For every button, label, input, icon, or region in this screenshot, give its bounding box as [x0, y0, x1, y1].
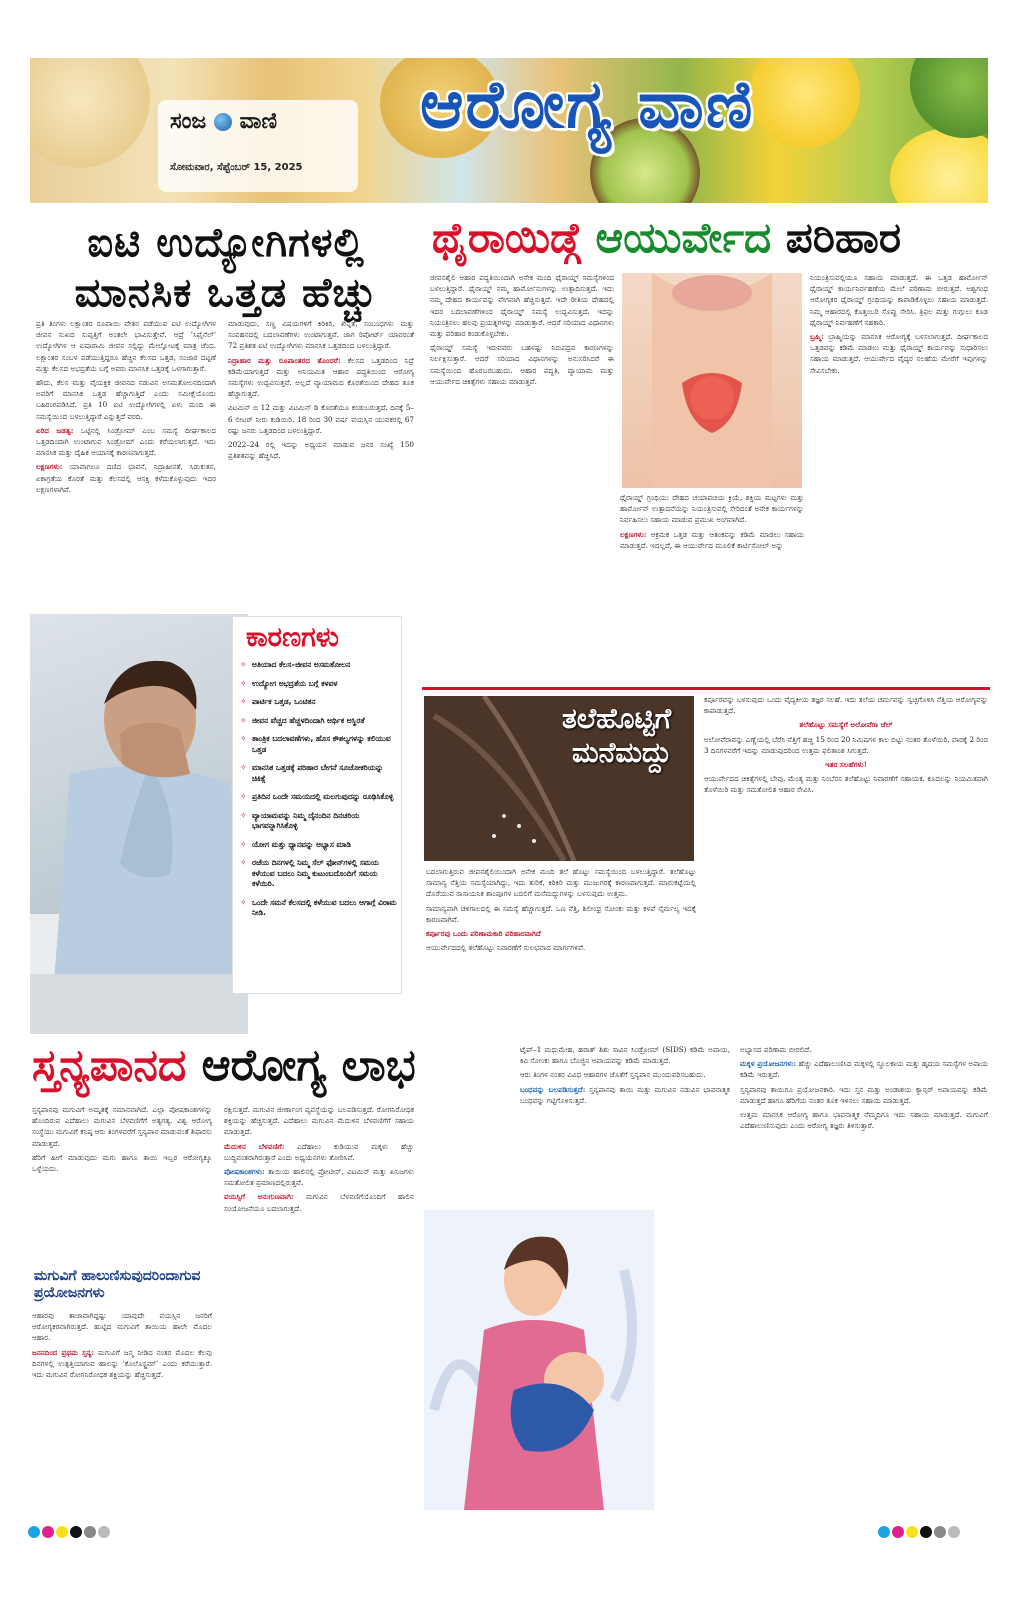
magenta-swatch: [892, 1526, 904, 1538]
bf-col2: [224, 1104, 414, 1510]
thyroid-col3-label: ಬ್ರಹ್ಮಿ:: [810, 332, 824, 342]
bf-col1: [32, 1104, 212, 1264]
bf-col4: [740, 1044, 988, 1510]
stressed-man-illustration: [30, 614, 248, 1034]
it-col2-para4: 2022–24 ರಲ್ಲಿ ಇದನ್ನು ಅಧ್ಯಯನ ಮಾಡುವ ಜನರ ಸಂಖ್ಯೆ 150 ಪ್ರತಿಶತವನ್ನು ಹೆಚ್ಚಿಸಿದೆ.: [228, 440, 414, 461]
cause-item: ✧ ಯೋಗ ಮತ್ತು ಧ್ಯಾನವನ್ನು ಅಭ್ಯಾಸ ಮಾಡಿ: [240, 840, 398, 851]
food-photo-bg: [30, 58, 150, 168]
bf-headline-part1: ಸ್ತನ್ಯಪಾನದ: [32, 1040, 187, 1091]
bf-col4-label: ಮಕ್ಕಳ ಪ್ರಯೋಜನಗಳು:: [740, 1059, 797, 1069]
yellow-swatch: [56, 1526, 68, 1538]
grey-swatch: [934, 1526, 946, 1538]
cause-item: ✧ ರಜೆಯ ದಿನಗಳಲ್ಲಿ ನಿಮ್ಮ ಸೆಲ್ ಫೋನ್‌ಗಳಲ್ಲಿ ಸಮಯ ಕಳೆಯುವ ಬದಲು ನಿಮ್ಮ ಕುಟುಂಬದೊಂದಿಗೆ ಸಮಯ ಕಳೆಯಿರಿ.: [240, 858, 398, 890]
bf-col4-para1: ಅಭ್ಯಾಸದ ಪರಿಣಾಮ ಬೀರಲಿದೆ.: [740, 1045, 812, 1054]
dandruff-title-line2: ಮನೆಮದ್ದು: [572, 736, 672, 769]
thyroid-headline-part3: ಆಯುರ್ವೇದ: [595, 213, 772, 262]
it-col1-para3: ಒಟ್ಟಿನಲ್ಲಿ ಸಿಂಡ್ರೋಮ್ ಎಂಬ ಸಮಸ್ಯೆ ದೀರ್ಘಕಾಲದ ಒತ್ತಡದಿಂದಾಗಿ ಉಂಟಾಗುವ ಸಿಂಡ್ರೋಮ್ ಎಂದು ಕರೆಯಲಾಗುತ್ತದೆ. ಇದು ಮಾನಸಿಕ ಮತ್ತು ದೈಹಿಕ ಆಯಾಸಕ್ಕೆ ಕಾರಣವಾಗುತ್ತದೆ.: [36, 425, 216, 458]
bf-col3-para3: ಸ್ತನ್ಯಪಾನವು ತಾಯಿ ಮತ್ತು ಮಗುವಿನ ನಡುವಿನ ಭಾವನಾತ್ಮಕ ಬಂಧವನ್ನು ಗಟ್ಟಿಗೊಳಿಸುತ್ತದೆ.: [520, 1084, 730, 1105]
section-title: ಆರೋಗ್ಯ ವಾಣಿ: [420, 66, 755, 143]
it-col1-label2: ಲಕ್ಷಣಗಳು:: [36, 462, 63, 472]
it-article-headline: [36, 218, 416, 318]
it-col2-para3: ವಿಟಮಿನ್ ಬಿ 12 ಮತ್ತು ವಿಟಮಿನ್ ಡಿ ಕೊರತೆಯೂ ಕಂಡುಬರುತ್ತದೆ. ದಿನಕ್ಕೆ 5–6 ಲೀಟರ್ ನೀರು ಕುಡಿಯಿರಿ. 18 ರಿಂದ 30 ವರ್ಷ ವಯಸ್ಸಿನ ಯುವಕರಲ್ಲಿ 67 ರಷ್ಟು ಜನರು ಒತ್ತಡದಿಂದ ಬಳಲುತ್ತಿದ್ದಾರೆ.: [228, 403, 414, 435]
cause-item: ✧ ಪ್ರತಿದಿನ ಒಂದೇ ಸಮಯದಲ್ಲಿ ಮಲಗುವುದನ್ನು ರೂಢಿಸಿಕೊಳ್ಳಿ: [240, 792, 398, 803]
dandruff-col1-para3: ಆಯುರ್ವೇದದಲ್ಲಿ ತಲೆಹೊಟ್ಟು ನಿವಾರಣೆಗೆ ಸುಲಭವಾದ ಮಾರ್ಗಗಳಿವೆ.: [426, 943, 586, 953]
magenta-swatch: [42, 1526, 54, 1538]
cause-item: ✧ ಅತಿಯಾದ ಕೆಲಸ–ಜೀವನ ಅಸಮತೋಲನ: [240, 660, 398, 671]
it-headline-line1: ಐಟಿ ಉದ್ಯೋಗಿಗಳಲ್ಲಿ: [87, 220, 365, 266]
it-col1-para2: ಹೌದು, ಕೆಲಸ ಮತ್ತು ವೈಯಕ್ತಿಕ ಜೀವನದ ನಡುವಿನ ಅಸಮತೋಲನದಿಂದಾಗಿ ಅವರಿಗೆ ಮಾನಸಿಕ ಒತ್ತಡ ಹೆಚ್ಚಾಗುತ್ತಿದೆ ಎಂದು ಸಮೀಕ್ಷೆಯೊಂದು ಬಹಿರಂಗಪಡಿಸಿದೆ. ಪ್ರತಿ 10 ಐಟಿ ಉದ್ಯೋಗಿಗಳಲ್ಲಿ ಏಳು ಮಂದಿ ಈ ಸಮಸ್ಯೆಯಿಂದ ಬಳಲುತ್ತಿದ್ದಾರೆ ಎನ್ನುತ್ತದೆ ವರದಿ.: [36, 378, 216, 421]
lightgrey-swatch: [948, 1526, 960, 1538]
neck-illustration: [622, 273, 802, 488]
bf-col2-para3: ತಾಯಿಯ ಹಾಲಿನಲ್ಲಿ ಪ್ರೋಟೀನ್, ವಿಟಮಿನ್ ಮತ್ತು ಖನಿಜಗಳು ಸಮತೋಲಿತ ಪ್ರಮಾಣದಲ್ಲಿರುತ್ತವೆ.: [224, 1167, 414, 1188]
it-col1-label: ಏರಿದ ಜಡತ್ವ:: [36, 425, 74, 435]
mother-baby-illustration: [424, 1210, 654, 1510]
bf-col1-para4: ಮಗುವಿಗೆ ಜನ್ಮ ನೀಡಿದ ನಂತರ ಮೊದಲ ಕೆಲವು ದಿನಗಳಲ್ಲಿ ಉತ್ಪತ್ತಿಯಾಗುವ ಹಾಲನ್ನು 'ಕೊಲೊಸ್ಟ್ರಮ್' ಎಂದು ಕರೆಯುತ್ತಾರೆ. ಇದು ಮಗುವಿನ ರೋಗನಿರೋಧಕ ಶಕ್ತಿಯನ್ನು ಹೆಚ್ಚಿಸುತ್ತದೆ.: [32, 1347, 212, 1380]
bf-col1-lower: [32, 1310, 212, 1510]
cause-item: ✧ ಜೀವನ ವೆಚ್ಚದ ಹೆಚ್ಚಳದಿಂದಾಗಿ ಆರ್ಥಿಕ ಅಸ್ಥಿರತೆ: [240, 716, 398, 727]
it-col2-label: ನಿದ್ರಾಹಾರ ಮತ್ತು ರೂಪಾಂತರದ ತೊಂದರೆ:: [228, 355, 341, 365]
thyroid-col1-para2: ಥೈರಾಯ್ಡ್ ಸಮಸ್ಯೆ ಇರುವವರು ಬಹಳಷ್ಟು ನಿರುಪದ್ರವ ಕಾರಣಗಳನ್ನು ನಿರ್ಲಕ್ಷಿಸುತ್ತಾರೆ. ಆದರೆ ಸರಿಯಾದ ವಿಧಾನಗಳನ್ನು ಅನುಸರಿಸಿದರೆ ಈ ಸಮಸ್ಯೆಯಿಂದ ಹೊರಬರಬಹುದು. ಆಹಾರ ಪದ್ಧತಿ, ವ್ಯಾಯಾಮ ಮತ್ತು ಆಯುರ್ವೇದ ಚಿಕಿತ್ಸೆಗಳು ಸಹಾಯ ಮಾಡುತ್ತವೆ.: [430, 343, 614, 386]
bf-subheading: ಮಗುವಿಗೆ ಹಾಲುಣಿಸುವುದರಿಂದಾಗುವ ಪ್ರಯೋಜನಗಳು: [34, 1268, 201, 1301]
cause-item: ✧ ಒಂದೇ ಸಮನೆ ಕೆಲಸದಲ್ಲಿ ಕಳೆಯುವ ಬದಲು ಆಗಾಗ್ಗೆ ವಿರಾಮ ನೀಡಿ.: [240, 898, 398, 919]
logo-text-left: ಸಂಜ: [170, 108, 207, 134]
thyroid-col2-label: ಲಕ್ಷಣಗಳು:: [620, 529, 647, 539]
dandruff-col1-para2: ಸಾಮಾನ್ಯವಾಗಿ ಚಳಿಗಾಲದಲ್ಲಿ ಈ ಸಮಸ್ಯೆ ಹೆಚ್ಚಾಗುತ್ತದೆ. ಒಣ ನೆತ್ತಿ, ಶಿಲೀಂಧ್ರ ಸೋಂಕು ಮತ್ತು ಕಳಪೆ ನೈರ್ಮಲ್ಯ ಇದಕ್ಕೆ ಕಾರಣವಾಗಿವೆ.: [426, 903, 696, 924]
bf-col4-para3: ಸ್ತನ್ಯಪಾನವು ತಾಯಿಗೂ ಪ್ರಯೋಜನಕಾರಿ. ಇದು ಸ್ತನ ಮತ್ತು ಅಂಡಾಶಯ ಕ್ಯಾನ್ಸರ್ ಅಪಾಯವನ್ನು ಕಡಿಮೆ ಮಾಡುತ್ತದೆ ಹಾಗೂ ಹೆರಿಗೆಯ ನಂತರ ತೂಕ ಇಳಿಸಲು ಸಹಾಯ ಮಾಡುತ್ತದೆ.: [740, 1084, 988, 1105]
logo-text-right: ವಾಣಿ: [239, 108, 278, 134]
dandruff-title-line1: ತಲೆಹೊಟ್ಟಿಗೆ: [562, 702, 672, 735]
dandruff-col1: [426, 866, 696, 1034]
yellow-swatch: [906, 1526, 918, 1538]
section-divider: [422, 687, 990, 690]
dandruff-col2-para2: ಅಲೋವೆರಾವನ್ನು ಎಣ್ಣೆಯಲ್ಲಿ ಬೆರೆಸಿ ನೆತ್ತಿಗೆ ಹಚ್ಚಿ 15 ರಿಂದ 20 ನಿಮಿಷಗಳ ಕಾಲ ಬಿಟ್ಟು ನಂತರ ತೊಳೆಯಿರಿ. ವಾರಕ್ಕೆ 2 ರಿಂದ 3 ದಿನಗಳವರೆಗೆ ಇದನ್ನು ಮಾಡುವುದರಿಂದ ಉತ್ತಮ ಫಲಿತಾಂಶ ಸಿಗುತ್ತದೆ.: [704, 734, 988, 755]
dandruff-col2: [704, 694, 988, 1034]
dandruff-col1-para1: ಬದಲಾಗುತ್ತಿರುವ ಜೀವನಶೈಲಿಯಿಂದಾಗಿ ಅನೇಕ ಮಂದಿ ತಲೆ ಹೊಟ್ಟು ಸಮಸ್ಯೆಯಿಂದ ಬಳಲುತ್ತಿದ್ದಾರೆ. ತಲೆಹೊಟ್ಟು ಸಾಮಾನ್ಯ ನೆತ್ತಿಯ ಸಮಸ್ಯೆಯಾಗಿದ್ದು, ಇದು ತುರಿಕೆ, ಕಿರಿಕಿರಿ ಮತ್ತು ಮುಜುಗರಕ್ಕೆ ಕಾರಣವಾಗುತ್ತದೆ. ಮಾರುಕಟ್ಟೆಯಲ್ಲಿ ದೊರೆಯುವ ರಾಸಾಯನಿಕ ಶಾಂಪೂಗಳ ಬದಲಿಗೆ ಮನೆಮದ್ದುಗಳನ್ನು ಬಳಸುವುದು ಉತ್ತಮ.: [426, 867, 696, 899]
it-article-col2: [228, 318, 414, 613]
causes-title: ಕಾರಣಗಳು: [246, 622, 339, 653]
cause-item: ✧ ಮಾನಸಿಕ ಒತ್ತಡಕ್ಕೆ ಪರಿಹಾರ ಬೇಗನೆ ಸೂಚೋಕರಿಯನ್ನು ಚಿಕಿತ್ಸೆ: [240, 763, 398, 784]
newspaper-logo: [170, 108, 277, 134]
thyroid-col3: [810, 272, 988, 682]
dandruff-col2-label: ತಲೆಹೊಟ್ಟು ಸಮಸ್ಯೆಗೆ ಅಲೋವೆರಾ ಜೆಲ್: [799, 720, 893, 730]
thyroid-headline-part1: ಥೈರಾಯಿಡ್: [432, 213, 581, 262]
breastfeeding-illustration: [424, 1210, 654, 1510]
bf-col3-label: ಬಂಧವನ್ನು ಬಲಪಡಿಸುತ್ತದೆ:: [520, 1084, 586, 1094]
it-col2-para2: ಕೆಲಸದ ಒತ್ತಡದಿಂದ ನಿದ್ರೆ ಕಡಿಮೆಯಾಗುತ್ತದೆ ಮತ್ತು ಅನಿಯಮಿತ ಆಹಾರ ಪದ್ಧತಿಯಿಂದ ಆರೋಗ್ಯ ಸಮಸ್ಯೆಗಳು ಉದ್ಭವಿಸುತ್ತವೆ. ಅಲ್ಲದೆ ವ್ಯಾಯಾಮದ ಕೊರತೆಯಿಂದ ದೇಹದ ತೂಕ ಹೆಚ್ಚಾಗುತ್ತದೆ.: [228, 355, 414, 399]
causes-list: [240, 660, 398, 927]
color-registration-bar-left: [28, 1523, 112, 1542]
lemon-photo: [890, 128, 988, 203]
thyroid-article-headline: [432, 214, 992, 262]
bf-col1-para3: ಆಹಾರವು ತಾಜಾವಾಗಿದ್ದಷ್ಟು ಯಾವುದೇ ವಯಸ್ಸಿನ ಜನರಿಗೆ ಆರೋಗ್ಯಕರವಾಗಿರುತ್ತದೆ. ಹುಟ್ಟಿದ ಮಗುವಿಗೆ ತಾಯಿಯ ಹಾಲೇ ಮೊದಲ ಆಹಾರ.: [32, 1311, 212, 1343]
cause-item: ✧ ಪಾರ್ಟಿಕ ಒತ್ತಡ, ಒಂಟಿತನ: [240, 697, 398, 708]
issue-date: ಸೋಮವಾರ, ಸೆಪ್ಟೆಂಬರ್ 15, 2025: [170, 162, 303, 173]
stressed-man-photo: [30, 614, 248, 1034]
cause-item: ✧ ಉದ್ಯೋಗ ಅಭದ್ರತೆಯ ಬಗ್ಗೆ ಕಳವಳ: [240, 679, 398, 690]
bf-col2-para2: ಎದೆಹಾಲು ಕುಡಿಯುವ ಮಕ್ಕಳು ಹೆಚ್ಚು ಬುದ್ಧಿವಂತರಾಗಿರುತ್ತಾರೆ ಎಂದು ಅಧ್ಯಯನಗಳು ತೋರಿಸಿವೆ.: [224, 1141, 414, 1162]
bf-col3-para1: ಟೈಪ್–1 ಮಧುಮೇಹ, ಹಠಾತ್ ಶಿಶು ಸಾವಿನ ಸಿಂಡ್ರೋಮ್ (SIDS) ಕಡಿಮೆ ಅಪಾಯ, ಕಿವಿ ಸೋಂಕು ಹಾಗೂ ಬೊಜ್ಜಿನ ಅಪಾಯವನ್ನು ಕಡಿಮೆ ಮಾಡುತ್ತದೆ.: [520, 1045, 730, 1066]
lightgrey-swatch: [98, 1526, 110, 1538]
it-col2-para1: ಮಾಡುವುದು, ಸಣ್ಣ ವಿಷಯಗಳಿಗೆ ಕಿರಿಕಿರಿ, ಖಿನ್ನತೆ, ಸಂಬಂಧಗಳು ಮತ್ತು ಸಂವಹನದಲ್ಲಿ ಬದಲಾವಣೆಗಳು ಉಂಟಾಗುತ್ತವೆ. ಜಾಗ ರಿಪೋರ್ಟ್ ಯಾವರಂತೆ 72 ಪ್ರತಿಶತ ಐಟಿ ಉದ್ಯೋಗಿಗಳು ಮಾನಸಿಕ ಒತ್ತಡದಿಂದ ಬಳಲುತ್ತಿದ್ದಾರೆ.: [228, 319, 414, 351]
bf-col1-para1: ಸ್ತನ್ಯಪಾನವು ಮಗುವಿಗೆ ಅಮೃತಕ್ಕೆ ಸಮಾನವಾಗಿದೆ. ಎಲ್ಲಾ ಪೋಷಕಾಂಶಗಳನ್ನು ಹೊಂದಿರುವ ಎದೆಹಾಲು ಮಗುವಿನ ಬೆಳವಣಿಗೆಗೆ ಅತ್ಯಗತ್ಯ. ವಿಶ್ವ ಆರೋಗ್ಯ ಸಂಸ್ಥೆಯು ಮಗುವಿಗೆ ಕನಿಷ್ಠ ಆರು ತಿಂಗಳವರೆಗೆ ಸ್ತನ್ಯಪಾನ ಮಾಡುವಂತೆ ಶಿಫಾರಸು ಮಾಡುತ್ತದೆ.: [32, 1105, 212, 1148]
bf-col2-label3: ವಯಸ್ಸಿಗೆ ಅನುಗುಣವಾಗಿ:: [224, 1192, 294, 1202]
globe-icon: [214, 113, 232, 131]
cause-item: ✧ ತಾಂತ್ರಿಕ ಬದಲಾವಣೆಗಳು, ಹೊಸ ಕೌಶಲ್ಯಗಳನ್ನು ಕಲಿಯುವ ಒತ್ತಡ: [240, 734, 398, 755]
black-swatch: [70, 1526, 82, 1538]
thyroid-col1-para1: ಜೀವನಶೈಲಿ ಆಹಾರ ಪದ್ಧತಿಯಿಂದಾಗಿ ಅನೇಕ ಮಂದಿ ಥೈರಾಯ್ಡ್ ಸಮಸ್ಯೆಗಳಿಂದ ಬಳಲುತ್ತಿದ್ದಾರೆ. ಥೈರಾಯ್ಡ್ ನಮ್ಮ ಹಾರ್ಮೋನುಗಳನ್ನು ಉತ್ಪಾದಿಸುತ್ತದೆ. ಇದು ನಮ್ಮ ದೇಹದ ಕಾರ್ಯವನ್ನು ವೇಗವಾಗಿ ಹೆಚ್ಚಿಸುತ್ತದೆ. ಇದೇ ರೀತಿಯ ದೇಹದಲ್ಲಿ ಇದರ ಬದಲಾವಣೆಗಳಿಂದ ಥೈರಾಯ್ಡ್ ಸಮಸ್ಯೆ ಉದ್ಭವಿಸುತ್ತದೆ. ಇದನ್ನು ನಿಯಂತ್ರಿಸಲು ಹಲವು ಪ್ರಯತ್ನಗಳನ್ನು ಮಾಡುತ್ತಾರೆ. ಆದರೆ ಸರಿಯಾದ ವಿಧಾನಗಳು ಮತ್ತು ಪರಿಹಾರ ಕಂಡುಕೊಳ್ಳಬೇಕು.: [430, 273, 614, 339]
thyroid-headline-part4: ಪರಿಹಾರ: [785, 213, 902, 262]
thyroid-neck-photo: [622, 273, 802, 488]
bf-col2-para4: ಮಗುವಿನ ಬೆಳವಣಿಗೆಯೊಂದಿಗೆ ಹಾಲಿನ ಸಂಯೋಜನೆಯೂ ಬದಲಾಗುತ್ತದೆ.: [224, 1192, 414, 1213]
bf-col3-para2: ಆರು ತಿಂಗಳ ನಂತರ ವಿವಿಧ ಆಹಾರಗಳ ಜೊತೆಗೆ ಸ್ತನ್ಯಪಾನ ಮುಂದುವರಿಸಬಹುದು.: [520, 1070, 706, 1080]
citrus-photo: [750, 58, 860, 148]
thyroid-col2: [620, 492, 804, 682]
bf-col1-label: ಜನನದಿಂದ ಪ್ರಥಮ ಸ್ತನ್ಯ:: [32, 1347, 95, 1357]
bf-col4-para2: ಹೆಚ್ಚು ಎದೆಹಾಲುಣಿಸಿದ ಮಕ್ಕಳಲ್ಲಿ ಸ್ಥೂಲಕಾಯ ಮತ್ತು ಹೃದಯ ಸಮಸ್ಯೆಗಳ ಅಪಾಯ ಕಡಿಮೆ ಇರುತ್ತದೆ.: [740, 1059, 988, 1080]
thyroid-col3-para2: ಬ್ರಾಹ್ಮಿಯನ್ನು ಮಾನಸಿಕ ಆರೋಗ್ಯಕ್ಕೆ ಬಳಸಲಾಗುತ್ತದೆ. ದೀರ್ಘಕಾಲದ ಒತ್ತಡವನ್ನು ಕಡಿಮೆ ಮಾಡಲು ಮತ್ತು ಥೈರಾಯ್ಡ್ ಕಾರ್ಯವನ್ನು ಸುಧಾರಿಸಲು ಸಹಾಯ ಮಾಡುತ್ತದೆ. ಆಯುರ್ವೇದ ವೈದ್ಯರ ಸಲಹೆಯ ಮೇರೆಗೆ ಇವುಗಳನ್ನು ಸೇವಿಸಬೇಕು.: [810, 332, 988, 375]
bf-col2-para1: ರಕ್ಷಿಸುತ್ತದೆ. ಮಗುವಿನ ಜೀರ್ಣಾಂಗ ವ್ಯವಸ್ಥೆಯನ್ನು ಬಲಪಡಿಸುತ್ತದೆ. ರೋಗನಿರೋಧಕ ಶಕ್ತಿಯನ್ನು ಹೆಚ್ಚಿಸುತ್ತದೆ. ಎದೆಹಾಲು ಮಗುವಿನ ಮೆದುಳಿನ ಬೆಳವಣಿಗೆಗೆ ಸಹಾಯ ಮಾಡುತ್ತದೆ.: [224, 1105, 414, 1137]
dandruff-col2-para1: ಕರ್ಪೂರವನ್ನು ಬಳಸುವುದು ಒಂದು ವೈದ್ಯಕೀಯ ತಜ್ಞರ ಸಲಹೆ. ಇದು ತಲೆಯ ಚರ್ಮವನ್ನು ಸ್ವಚ್ಛಗೊಳಿಸಿ ನೆತ್ತಿಯ ಆರೋಗ್ಯವನ್ನು ಕಾಪಾಡುತ್ತದೆ.: [704, 695, 988, 716]
thyroid-col2-para2: ಆಕ್ರಮಕ ಒತ್ತಡ ಮತ್ತು ಆತಂಕವನ್ನು ಕಡಿಮೆ ಮಾಡಲು ಸಹಾಯ ಮಾಡುತ್ತದೆ. ಇದಲ್ಲದೆ, ಈ ಆಯುರ್ವೇದ ಮೂಲಿಕೆ ಕಾರ್ಟಿಸೋಲ್ ಅನ್ನು: [620, 529, 804, 550]
dandruff-col1-label: ಕರ್ಪೂರವು ಒಂದು ಪರಿಣಾಮಕಾರಿ ಪರಿಹಾರವಾಗಿದೆ: [426, 929, 541, 939]
dandruff-col2-label2: ಇತರ ಸಲಹೆಗಳು!: [825, 760, 867, 770]
dandruff-col2-para3: ಆಯುರ್ವೇದದ ಚಿಕಿತ್ಸೆಗಳಲ್ಲಿ ಬೇವು, ಮೆಂತ್ಯ ಮತ್ತು ನಿಂಬೆರಸ ತಲೆಹೊಟ್ಟು ನಿವಾರಣೆಗೆ ಸಹಾಯಕ. ಕೂದಲನ್ನು ನಿಯಮಿತವಾಗಿ ತೊಳೆಯಿರಿ ಮತ್ತು ಸಮತೋಲಿತ ಆಹಾರ ಸೇವಿಸಿ.: [704, 774, 988, 795]
bf-headline-part2: ಆರೋಗ್ಯ ಲಾಭ: [201, 1040, 416, 1091]
color-registration-bar-right: [878, 1523, 962, 1542]
cause-item: ✧ ವ್ಯಾಯಾಮವನ್ನು ನಿಮ್ಮ ದೈನಂದಿನ ದಿನಚರಿಯ ಭಾಗವನ್ನಾಗಿಸಿಕೊಳ್ಳಿ: [240, 811, 398, 832]
it-article-col1: [36, 318, 216, 613]
greens-photo: [910, 58, 988, 138]
it-col1-para1: ಪ್ರತಿ ತಿಂಗಳು ಲಕ್ಷಾಂತರ ರೂಪಾಯಿ ವೇತನ ಪಡೆಯುವ ಐಟಿ ಉದ್ಯೋಗಿಗಳ ಜೀವನ ಸುಖದ ಸುಪ್ಪತ್ತಿಗೆ ಅಂತಲೇ ಭಾವಿಸುತ್ತೇವೆ. ಆದ್ರೆ 'ಸಿಫೈನೆಲ್' ಉದ್ಯೋಗಿಗಳ ಆ ಐಷಾರಾಮಿ ಜೀವನ ಸಲ್ಪಿದ್ದು ಮೇಲ್ನೋಟಕ್ಕೆ ಮಾತ್ರ ಚೆಂದ. ಲಕ್ಷಾಂತರ ಸಂಬಳ ಪಡೆಯುತ್ತಿದ್ದರೂ ಹೆಚ್ಚಿನ ಕೆಲಸದ ಒತ್ತಡ, ಸಂಜಾರ ದಟ್ಟಣೆ ಮತ್ತು ಕೆಲಸದ ಅಭದ್ರತೆಯ ಬಗ್ಗೆ ಅವರು ಮಾನಸಿಕ ಒತ್ತಡಕ್ಕೆ ಒಳಗಾಗುತ್ತಾರೆ.: [36, 319, 216, 373]
thyroid-col1: [430, 272, 614, 682]
cyan-swatch: [28, 1526, 40, 1538]
black-swatch: [920, 1526, 932, 1538]
bf-col3: [520, 1044, 730, 1204]
it-col1-para4: ಯಾವಾಗಲೂ ದಣಿದ ಭಾವನೆ, ನಿದ್ರಾಹೀನತೆ, ಸಿಡುಕುತನ, ಏಕಾಗ್ರತೆಯ ಕೊರತೆ ಮತ್ತು ಕೆಲಸದಲ್ಲಿ ಆಸಕ್ತಿ ಕಳೆದುಕೊಳ್ಳುವುದು ಇದರ ಲಕ್ಷಣಗಳಾಗಿವೆ.: [36, 462, 216, 494]
bf-col1-para2: ಹೆರಿಗೆ ಹೀಗೆ ಮಾಡುವುದು ಮಗು ಹಾಗೂ ತಾಯಿ ಇಬ್ಬರ ಆರೋಗ್ಯಕ್ಕೂ ಒಳ್ಳೆಯದು.: [32, 1152, 212, 1174]
breastfeeding-headline: [32, 1040, 416, 1091]
bf-col4-para4: ಉತ್ತಮ ಮಾನಸಿಕ ಆರೋಗ್ಯ ಹಾಗೂ ಭಾವನಾತ್ಮಕ ನೆಮ್ಮದಿಗೂ ಇದು ಸಹಾಯ ಮಾಡುತ್ತದೆ. ಮಗುವಿಗೆ ಎದೆಹಾಲುಣಿಸುವುದು ಎಂದು ಆರೋಗ್ಯ ತಜ್ಞರು ತಿಳಿಸುತ್ತಾರೆ.: [740, 1110, 988, 1131]
grey-swatch: [84, 1526, 96, 1538]
bf-col2-label: ಮೆದುಳಿನ ಬೆಳವಣಿಗೆ:: [224, 1141, 285, 1151]
dandruff-article-title: [562, 702, 672, 770]
thyroid-col2-para1: ಥೈರಾಯ್ಡ್ ಗ್ರಂಥಿಯು ದೇಹದ ಚಯಾಪಚಯ ಕ್ರಿಯೆ, ಶಕ್ತಿಯ ಮಟ್ಟಗಳು ಮತ್ತು ಹಾರ್ಮೋನ್ ಉತ್ಪಾದನೆಯನ್ನು ನಿಯಂತ್ರಿಸುವಲ್ಲಿ ಸೇರಿದಂತೆ ಅನೇಕ ಕಾರ್ಯಗಳನ್ನು ನಿರ್ವಹಿಸಲು ಸಹಾಯ ಮಾಡುವ ಪ್ರಮುಖ ಅಂಗವಾಗಿದೆ.: [620, 493, 804, 525]
thyroid-col3-para1: ನಿಯಂತ್ರಿಸುವಲ್ಲಿಯೂ ಸಹಾಯ ಮಾಡುತ್ತದೆ. ಈ ಒತ್ತಡ ಹಾರ್ಮೋನ್ ಥೈರಾಯ್ಡ್ ಕಾರ್ಯನಿರ್ವಹಣೆಯ ಮೇಲೆ ಪರಿಣಾಮ ಬೀರುತ್ತದೆ. ಅಶ್ವಗಂಧ ಆರೋಗ್ಯಕರ ಥೈರಾಯ್ಡ್ ಗ್ರಂಥಿಯನ್ನು ಕಾಪಾಡಿಕೊಳ್ಳಲು ಸಹಾಯ ಮಾಡುತ್ತದೆ. ನಿಮ್ಮ ಆಹಾರದಲ್ಲಿ ಕೊತ್ತಂಬರಿ ಸೊಪ್ಪು ಸೇರಿಸಿ. ತ್ರಿಫಲ ಮತ್ತು ಗುಗ್ಗುಲು ಕೂಡ ಥೈರಾಯ್ಡ್ ನಿರ್ವಹಣೆಗೆ ಸಹಕಾರಿ.: [810, 273, 988, 327]
cyan-swatch: [878, 1526, 890, 1538]
bf-col2-label2: ಪೋಷಕಾಂಶಗಳು:: [224, 1167, 265, 1177]
it-headline-line2: ಮಾನಸಿಕ ಒತ್ತಡ ಹೆಚ್ಚು: [74, 270, 378, 316]
